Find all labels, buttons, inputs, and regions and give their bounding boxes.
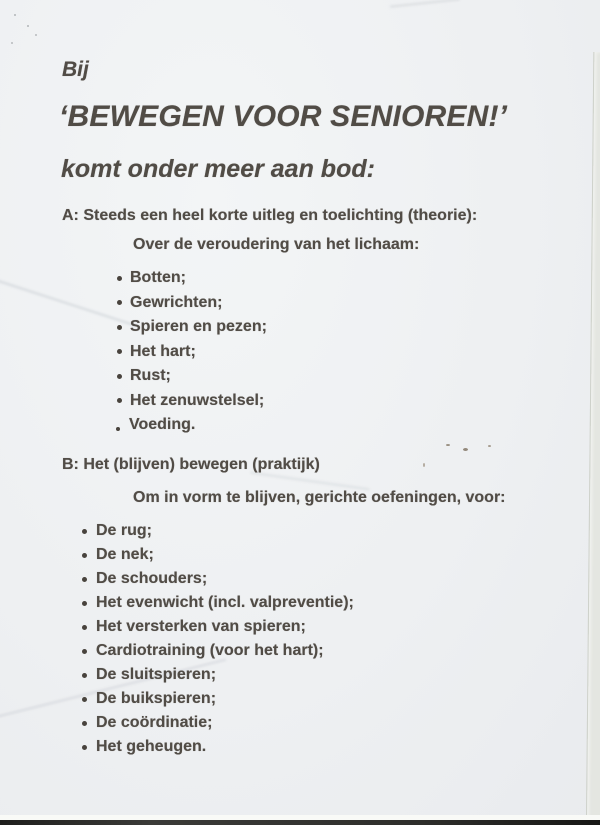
list-item	[117, 266, 267, 291]
list-item-label: De rug;	[96, 522, 152, 539]
list-item-label: Het versterken van spieren;	[96, 618, 306, 635]
bullet-icon	[117, 349, 122, 354]
bullet-icon	[117, 398, 122, 403]
page-subtitle: komt onder meer aan bod:	[61, 155, 375, 183]
list-item	[82, 543, 354, 567]
paper-crease	[0, 275, 136, 326]
bullet-icon	[117, 325, 122, 330]
list-item-label: Het hart;	[130, 342, 196, 360]
section-a-subheading: Over de veroudering van het lichaam:	[133, 236, 420, 253]
list-item	[117, 340, 267, 365]
paper-crease	[390, 0, 460, 8]
list-item	[82, 639, 354, 663]
bullet-icon	[117, 374, 122, 379]
scan-speck	[14, 14, 16, 16]
section-a-list	[117, 266, 267, 438]
list-item	[117, 364, 267, 389]
list-item-label: Het geheugen.	[96, 738, 207, 755]
list-item-label: De schouders;	[96, 570, 208, 587]
bottom-scan-border	[0, 820, 600, 825]
list-item-label: De sluitspieren;	[96, 666, 217, 683]
page-title: ‘BEWEGEN VOOR SENIOREN!’	[59, 100, 508, 133]
bullet-icon	[117, 276, 122, 281]
scan-speck	[423, 463, 425, 467]
bullet-icon	[116, 427, 120, 431]
list-item-label: Het evenwicht (incl. valpreventie);	[96, 594, 354, 611]
intro-word: Bij	[62, 58, 89, 81]
bullet-icon	[82, 697, 87, 702]
list-item	[82, 615, 354, 639]
bullet-icon	[82, 601, 87, 606]
section-b-list	[82, 519, 354, 759]
list-item-label: De coördinatie;	[96, 714, 213, 731]
bullet-icon	[82, 649, 87, 654]
list-item	[82, 567, 354, 591]
list-item-label: Voeding.	[129, 416, 196, 434]
list-item-label: Gewrichten;	[130, 293, 223, 311]
list-item-label: Botten;	[130, 269, 186, 287]
list-item-label: Rust;	[130, 367, 171, 385]
section-b-heading: B: Het (blijven) bewegen (praktijk)	[62, 456, 320, 473]
bullet-icon	[82, 673, 87, 678]
section-b-subheading: Om in vorm te blijven, gerichte oefeningen, voor:	[133, 489, 506, 506]
list-item	[117, 291, 267, 316]
list-item	[117, 413, 267, 438]
scan-speck	[446, 444, 450, 446]
bullet-icon	[82, 529, 87, 534]
list-item	[82, 687, 354, 711]
list-item-label: De nek;	[96, 546, 154, 563]
bullet-icon	[82, 625, 87, 630]
list-item	[82, 519, 354, 543]
scanner-edge-strip	[586, 52, 600, 818]
bullet-icon	[82, 745, 87, 750]
list-item	[82, 663, 354, 687]
bullet-icon	[82, 553, 87, 558]
list-item	[117, 315, 267, 340]
scan-speck	[488, 445, 491, 447]
section-a-heading: A: Steeds een heel korte uitleg en toelichting (theorie):	[62, 207, 478, 224]
scan-speck	[11, 42, 13, 44]
scan-speck	[463, 448, 468, 451]
list-item	[82, 735, 354, 759]
list-item	[82, 711, 354, 735]
list-item-label: Het zenuwstelsel;	[130, 391, 265, 409]
list-item	[117, 389, 267, 414]
list-item-label: Spieren en pezen;	[130, 318, 267, 336]
bullet-icon	[117, 300, 122, 305]
bullet-icon	[82, 577, 87, 582]
scan-speck	[27, 25, 29, 27]
list-item-label: De buikspieren;	[96, 690, 217, 707]
list-item-label: Cardiotraining (voor het hart);	[96, 642, 324, 659]
scan-speck	[35, 34, 37, 36]
bullet-icon	[82, 721, 87, 726]
list-item	[82, 591, 354, 615]
